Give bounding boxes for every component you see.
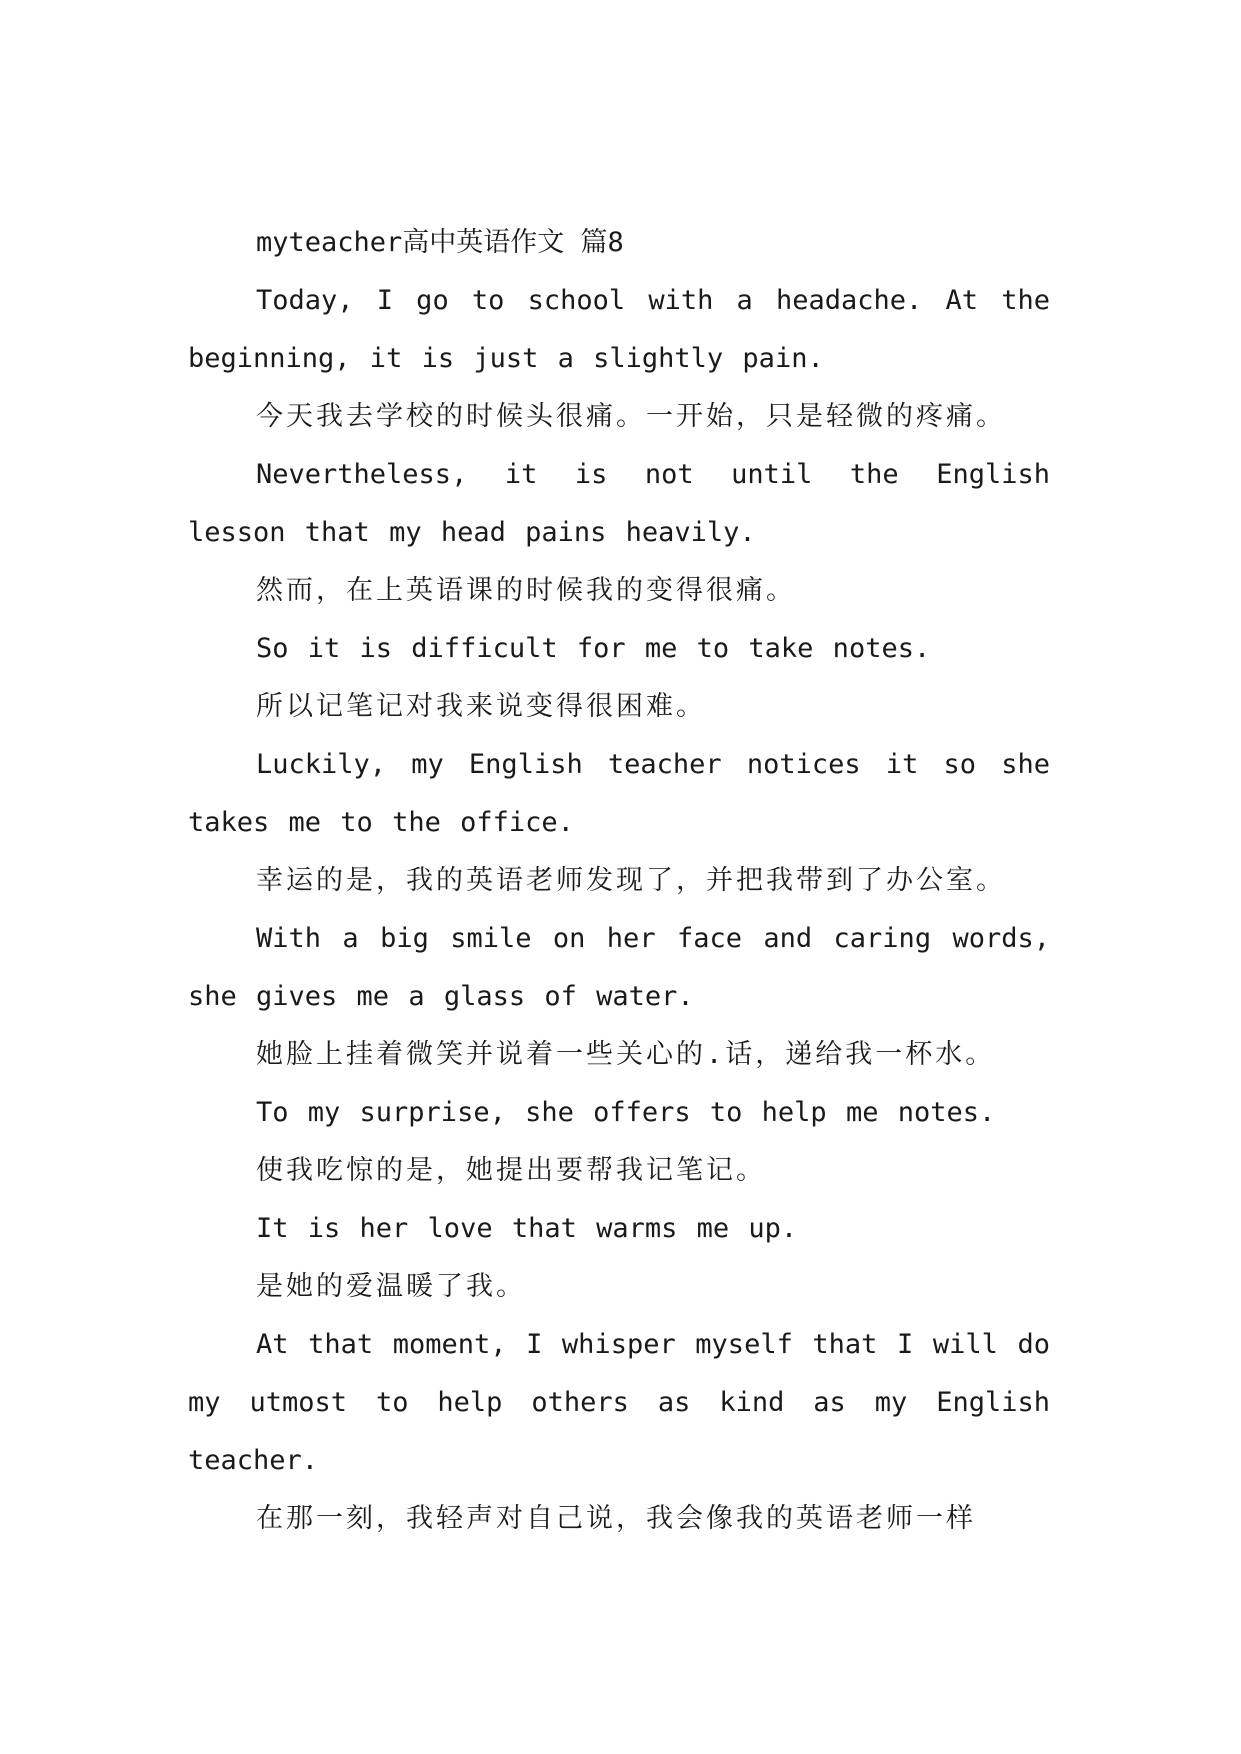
paragraph-zh: 今天我去学校的时候头很痛。一开始，只是轻微的疼痛。 — [256, 401, 1006, 432]
paragraph-en: So it is difficult for me to take notes. — [256, 633, 931, 664]
paragraph-zh: 是她的爱温暖了我。 — [256, 1271, 526, 1302]
paragraph-zh: 她脸上挂着微笑并说着一些关心的.话，递给我一杯水。 — [256, 1039, 996, 1070]
essay-body — [188, 214, 1050, 1548]
paragraph-zh: 在那一刻，我轻声对自己说，我会像我的英语老师一样 — [256, 1503, 976, 1534]
paragraph-en: It is her love that warms me up. — [256, 1213, 798, 1244]
paragraph-zh: 使我吃惊的是，她提出要帮我记笔记。 — [256, 1155, 766, 1186]
paragraph-en: Luckily, my English teacher notices it so she takes me to the office. — [188, 749, 1050, 838]
paragraph-zh: 幸运的是，我的英语老师发现了，并把我带到了办公室。 — [256, 865, 1006, 896]
paragraph-zh: 所以记笔记对我来说变得很困难。 — [256, 691, 706, 722]
paragraph-zh: 然而，在上英语课的时候我的变得很痛。 — [256, 575, 796, 606]
paragraph-en: At that moment, I whisper myself that I will do my utmost to help others as kind as my English teacher. — [188, 1329, 1050, 1476]
essay-title: myteacher高中英语作文 篇8 — [256, 227, 624, 258]
paragraph-en: With a big smile on her face and caring words, she gives me a glass of water. — [188, 923, 1050, 1012]
paragraph-en: Nevertheless, it is not until the English lesson that my head pains heavily. — [188, 459, 1050, 548]
paragraph-en: To my surprise, she offers to help me notes. — [256, 1097, 996, 1128]
paragraph-en: Today, I go to school with a headache. At the beginning, it is just a slightly pain. — [188, 285, 1050, 374]
